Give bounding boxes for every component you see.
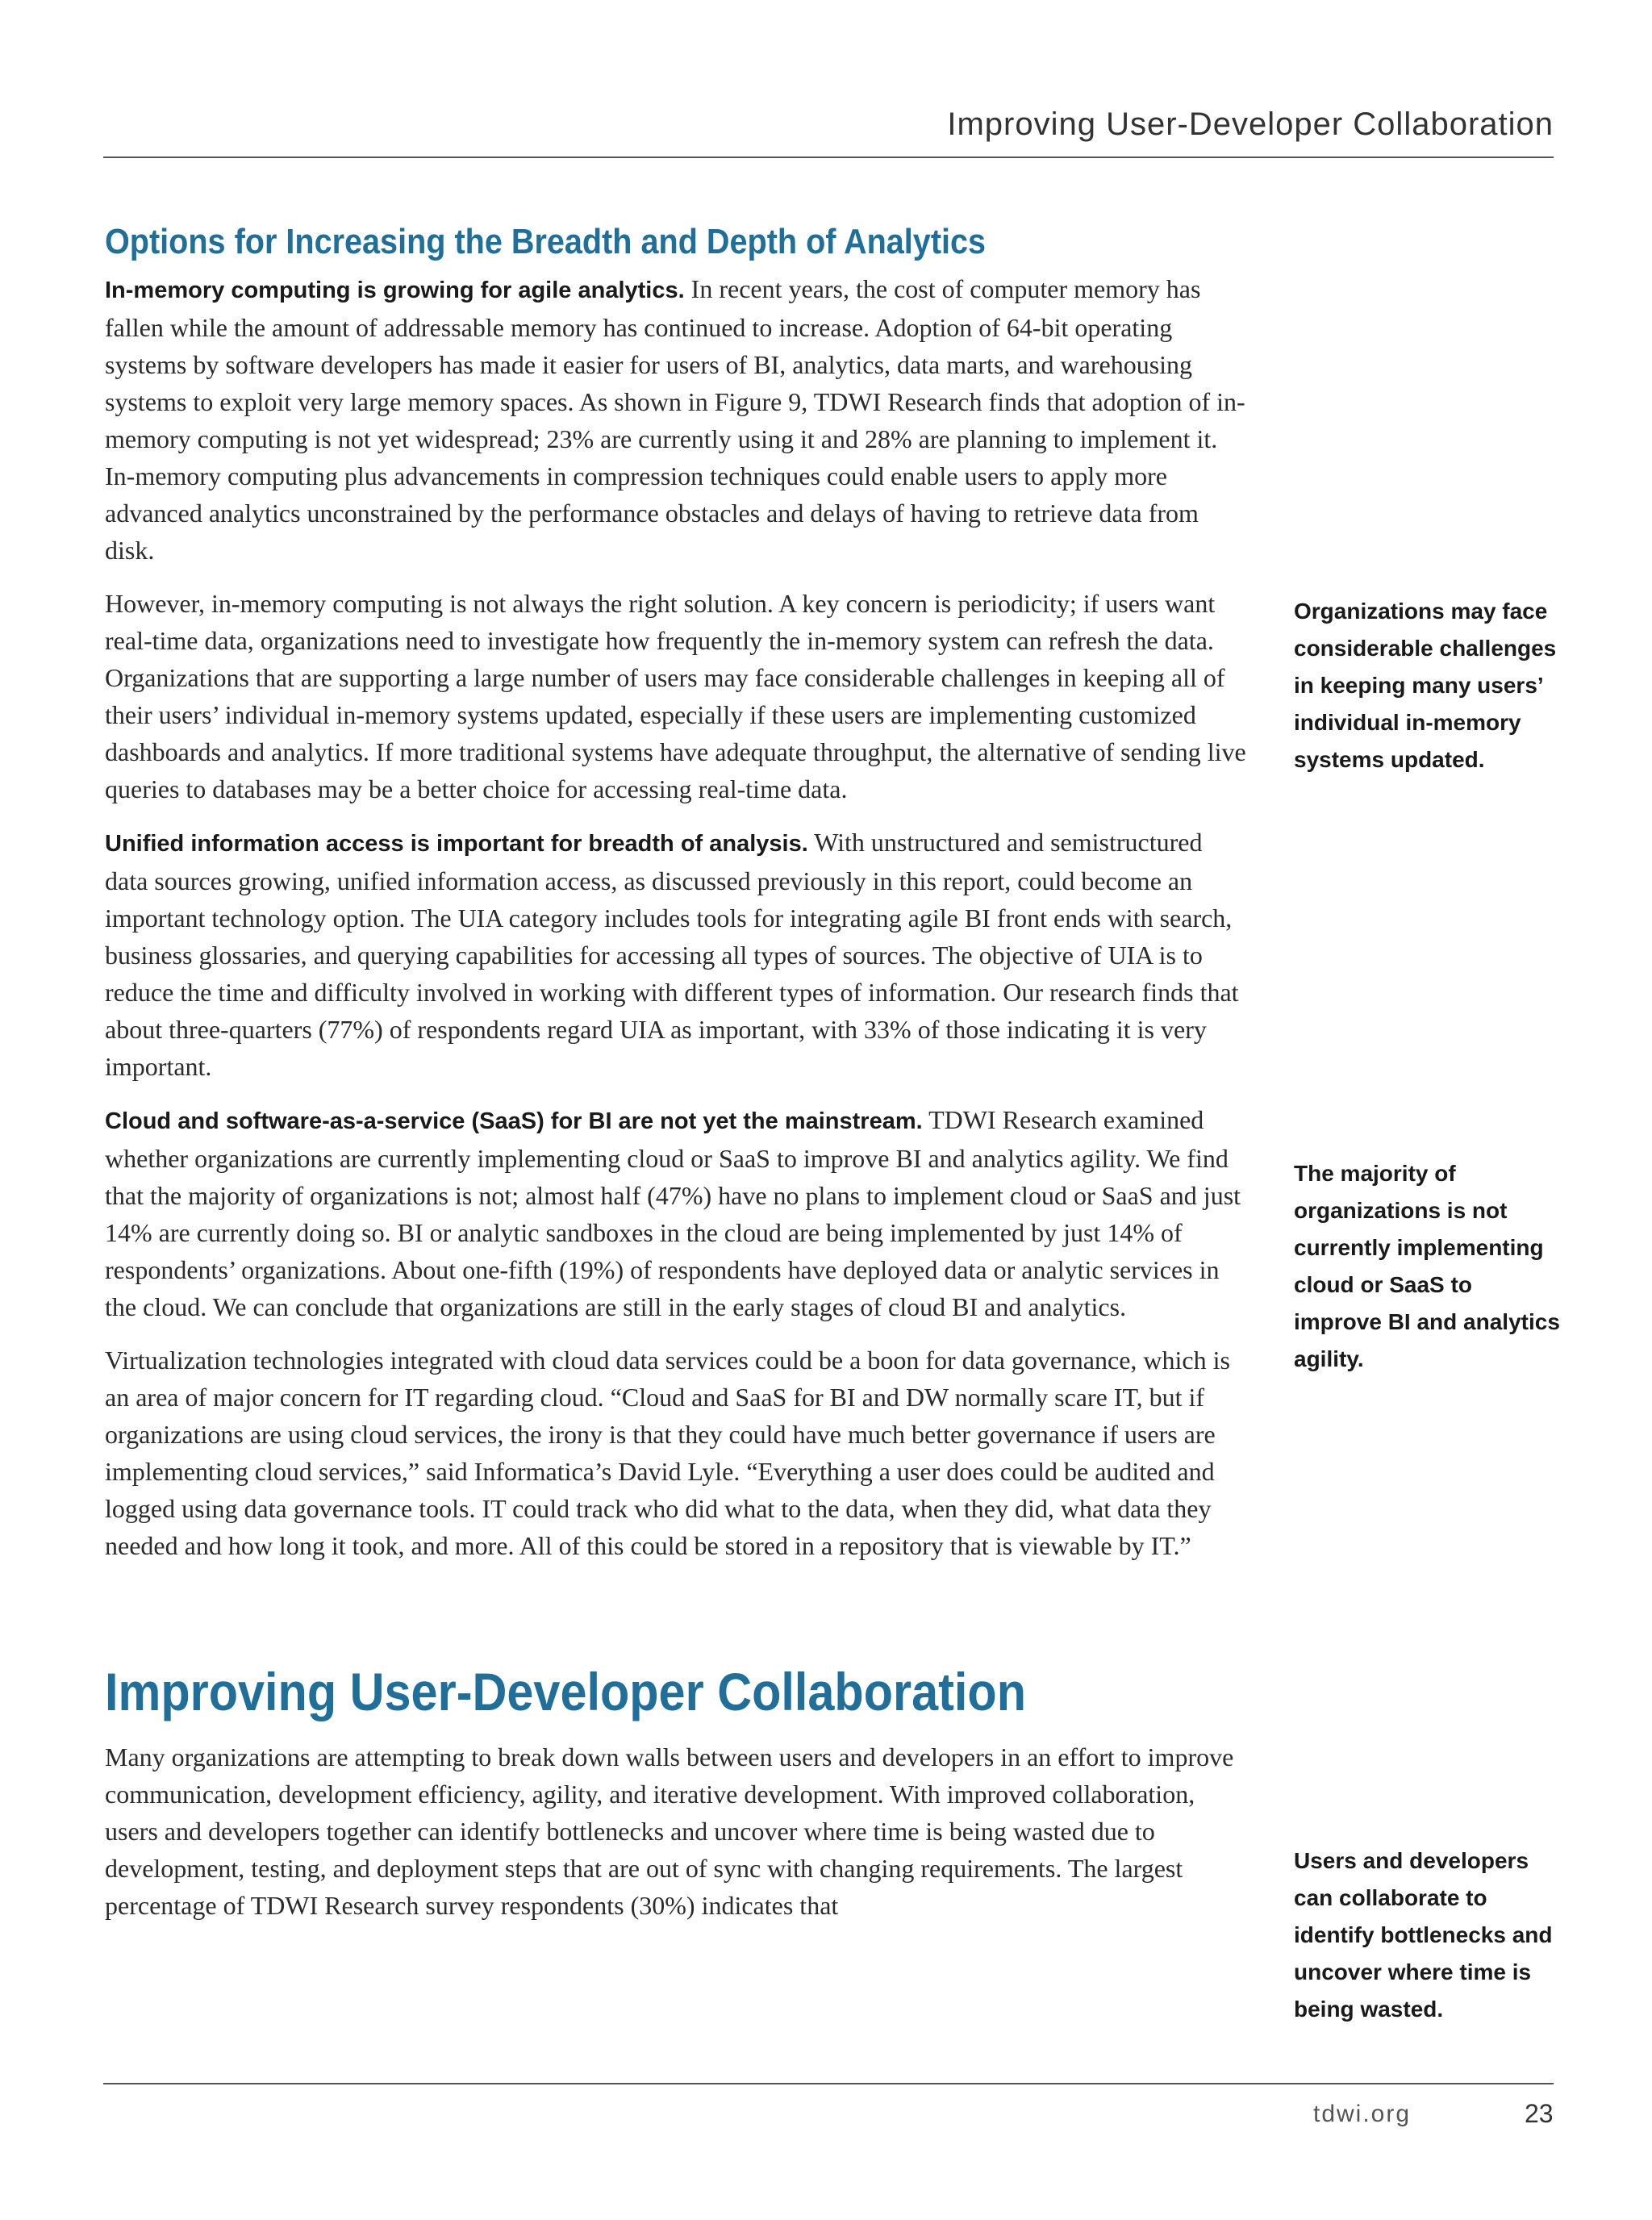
paragraph-text: Virtualization technologies integrated with cloud data services could be a boon for data governance, which is an area of major concern for IT regarding cloud. “Cloud and SaaS for BI and DW normally scare IT, but if organizations are using cloud services, the irony is that they could have much better governance if users are implementing cloud services,” said Informatica’s David Lyle. “Everything a user does could be audited and logged using data governance tools. IT could track who did what to the data, when they did, what data they needed and how long it took, and more. All of this could be stored in a repository that is viewable by IT.” — [105, 1346, 1230, 1560]
paragraph-cloud-saas — [105, 1101, 1250, 1325]
page-number: 23 — [1525, 2099, 1554, 2128]
paragraph-text: With unstructured and semistructured data sources growing, unified information access, as discussed previously in this report, could become an important technology option. The UIA category includes tools for integrating agile BI front ends with search, business glossaries, and querying capabilities for accessing all types of sources. The objective of UIA is to reduce the time and difficulty involved in working with different types of information. Our research finds that about three-quarters (77%) of respondents regard UIA as important, with 33% of those indicating it is very important. — [105, 828, 1239, 1081]
footer-site: tdwi.org — [1313, 2101, 1412, 2127]
paragraph-periodicity — [105, 585, 1250, 807]
paragraph-text: Many organizations are attempting to break down walls between users and developers in an effort to improve communication, development efficiency, agility, and iterative development. With improved collaboration, users and developers together can identify bottlenecks and uncover where time is being wasted due to development, testing, and deployment steps that are out of sync with changing requirements. The largest percentage of TDWI Research survey respondents (30%) indicates that — [105, 1742, 1234, 1920]
paragraph-lead: Cloud and software-as-a-service (SaaS) for BI are not yet the mainstream. — [105, 1108, 923, 1134]
paragraph-text: However, in-memory computing is not always the right solution. A key concern is periodicity; if users want real-time data, organizations need to investigate how frequently the in-memory system can refresh the data. Organizations that are supporting a large number of users may face considerable challenges in keeping all of their users’ individual in-memory systems updated, especially if these users are implementing customized dashboards and analytics. If more traditional systems have adequate throughput, the alternative of sending live queries to databases may be a better choice for accessing real-time data. — [105, 589, 1246, 803]
section-heading: Options for Increasing the Breadth and Depth of Analytics — [105, 222, 987, 261]
pullquote-in-memory: Organizations may face considerable challenges in keeping many users’ individual in-memory systems updated. — [1294, 599, 1557, 772]
paragraph-lead: Unified information access is important for breadth of analysis. — [105, 831, 808, 857]
paragraph-uia — [105, 824, 1250, 1085]
pullquote-cloud: The majority of organizations is not currently implementing cloud or SaaS to improve BI and analytics agility. — [1294, 1161, 1560, 1371]
pullquote-collaboration: Users and developers can collaborate to identify bottlenecks and uncover where time is being wasted. — [1294, 1848, 1553, 2022]
paragraph-text: In recent years, the cost of computer memory has fallen while the amount of addressable memory has continued to increase. Adoption of 64-bit operating systems by software developers has made it easier for users of BI, analytics, data marts, and warehousing systems to exploit very large memory spaces. As shown in Figure 9, TDWI Research finds that adoption of in-memory computing is not yet widespread; 23% are currently using it and 28% are planning to implement it. In-memory computing plus advancements in compression techniques could enable users to apply more advanced analytics unconstrained by the performance obstacles and delays of having to retrieve data from disk. — [105, 274, 1245, 565]
paragraph-text: TDWI Research examined whether organizations are currently implementing cloud or SaaS to improve BI and analytics agility. We find that the majority of organizations is not; almost half (47%) have no plans to implement cloud or SaaS and just 14% are currently doing so. BI or analytic sandboxes in the cloud are being implemented by just 14% of respondents’ organizations. About one-fifth (19%) of respondents have deployed data or analytic services in the cloud. We can conclude that organizations are still in the early stages of cloud BI and analytics. — [105, 1105, 1241, 1321]
header-rule — [103, 156, 1554, 158]
running-title: Improving User-Developer Collaboration — [947, 106, 1554, 142]
paragraph-virtualization — [105, 1342, 1250, 1564]
paragraph-in-memory — [105, 270, 1250, 569]
main-column — [105, 222, 1250, 1940]
chapter-heading: Improving User-Developer Collaboration — [105, 1662, 1027, 1721]
paragraph-lead: In-memory computing is growing for agile analytics. — [105, 278, 685, 303]
paragraph-collaboration — [105, 1738, 1250, 1924]
footer-rule — [103, 2083, 1554, 2084]
